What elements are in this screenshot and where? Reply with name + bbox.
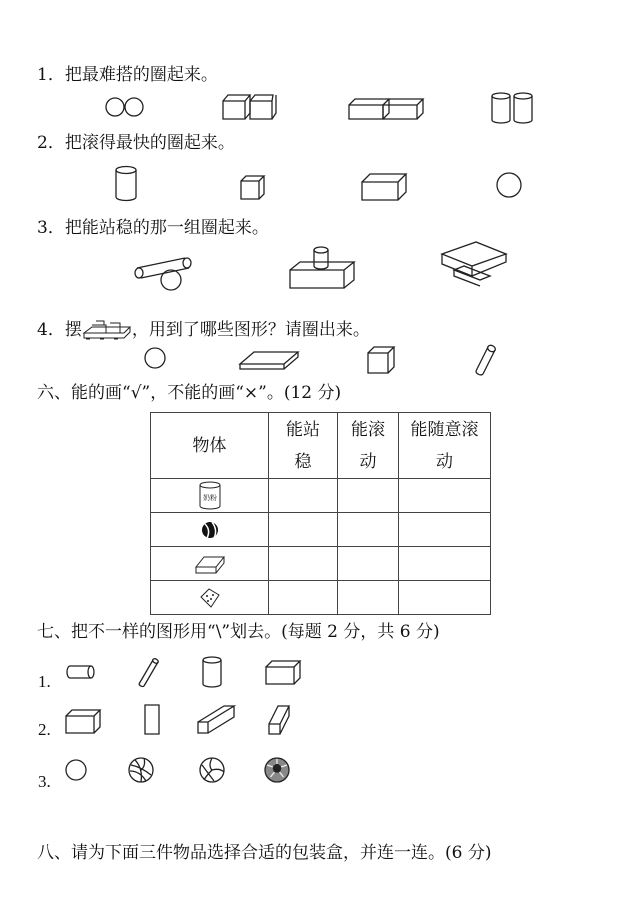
flat-board-icon[interactable]	[238, 350, 300, 372]
cylinder-icon[interactable]	[202, 656, 224, 690]
answer-cell[interactable]	[338, 513, 399, 547]
object-cell	[151, 581, 269, 615]
row-number: 1.	[38, 672, 51, 691]
stacked-cuboids-icon[interactable]	[440, 240, 510, 284]
rectangle-prism-icon[interactable]	[144, 704, 162, 736]
sphere-icon[interactable]	[144, 347, 168, 371]
row-number: 2.	[38, 720, 51, 739]
circle-icon[interactable]	[65, 759, 89, 783]
soccer-ball-icon[interactable]	[264, 757, 292, 785]
cuboid-icon[interactable]	[265, 660, 301, 686]
object-cell	[151, 479, 269, 513]
section-6-table	[150, 412, 491, 615]
header-can-roll-freely	[399, 413, 491, 479]
question-5-4-prefix: 4．摆	[37, 320, 82, 340]
cube-icon[interactable]	[367, 346, 395, 374]
two-spheres-icon[interactable]	[105, 96, 145, 120]
section-7-title: 七、把不一样的图形用“\”划去。(每题 2 分，共 6 分)	[37, 622, 440, 642]
question-5-1: 1．把最难搭的圈起来。	[37, 65, 218, 85]
header-text: 能站	[286, 419, 320, 440]
question-5-4	[37, 315, 370, 343]
ball-icon	[201, 521, 219, 539]
answer-cell[interactable]	[269, 479, 338, 513]
slanted-cylinder-icon[interactable]	[474, 343, 496, 377]
cuboid-icon[interactable]	[361, 173, 407, 201]
answer-cell[interactable]	[269, 547, 338, 581]
volleyball-icon[interactable]	[199, 757, 227, 785]
two-cuboids-icon[interactable]	[348, 98, 423, 120]
object-cell	[151, 547, 269, 581]
cylinder-on-ball-icon[interactable]	[133, 250, 195, 292]
row-number: 3.	[38, 772, 51, 791]
answer-cell[interactable]	[399, 547, 491, 581]
table-row	[151, 513, 491, 547]
section-8-title: 八、请为下面三件物品选择合适的包装盒，并连一连。(6 分)	[37, 843, 492, 863]
two-cylinders-icon[interactable]	[491, 92, 537, 124]
sphere-icon[interactable]	[496, 172, 524, 200]
object-cell	[151, 513, 269, 547]
two-cubes-icon[interactable]	[222, 94, 278, 120]
question-5-3: 3．把能站稳的那一组圈起来。	[37, 218, 269, 238]
table-header-row	[151, 413, 491, 479]
question-5-2: 2．把滚得最快的圈起来。	[37, 133, 235, 153]
header-text: 稳	[294, 451, 312, 472]
answer-cell[interactable]	[269, 581, 338, 615]
answer-cell[interactable]	[269, 513, 338, 547]
answer-cell[interactable]	[399, 479, 491, 513]
answer-cell[interactable]	[338, 547, 399, 581]
cuboid-icon[interactable]	[65, 709, 101, 735]
slanted-stick-icon[interactable]	[137, 656, 161, 688]
long-cuboid-icon[interactable]	[197, 705, 237, 735]
milk-powder-can-icon	[198, 481, 222, 511]
table-row	[151, 479, 491, 513]
header-object	[151, 413, 269, 479]
table-row	[151, 581, 491, 615]
lying-cylinder-icon[interactable]	[66, 664, 96, 680]
table-row	[151, 547, 491, 581]
tall-cuboid-icon[interactable]	[268, 705, 292, 735]
section-6-title: 六、能的画“√”，不能的画“×”。(12 分)	[37, 383, 342, 403]
cube-icon[interactable]	[240, 175, 266, 201]
header-text: 能随意滚动	[410, 419, 479, 472]
answer-cell[interactable]	[338, 581, 399, 615]
answer-cell[interactable]	[399, 581, 491, 615]
volleyball-icon[interactable]	[128, 757, 156, 785]
cylinder-on-cuboid-icon[interactable]	[288, 246, 358, 290]
answer-cell[interactable]	[399, 513, 491, 547]
can-label: 奶粉	[202, 494, 217, 502]
box-icon	[194, 553, 226, 575]
dice-icon	[199, 587, 221, 609]
header-text: 能滚动	[351, 419, 385, 472]
cylinder-icon[interactable]	[115, 166, 137, 202]
answer-cell[interactable]	[338, 479, 399, 513]
built-model-icon	[82, 315, 132, 343]
header-can-roll	[338, 413, 399, 479]
header-can-stand	[269, 413, 338, 479]
header-text: 物体	[192, 435, 227, 456]
question-5-4-suffix: ，用到了哪些图形？请圈出来。	[131, 320, 370, 340]
